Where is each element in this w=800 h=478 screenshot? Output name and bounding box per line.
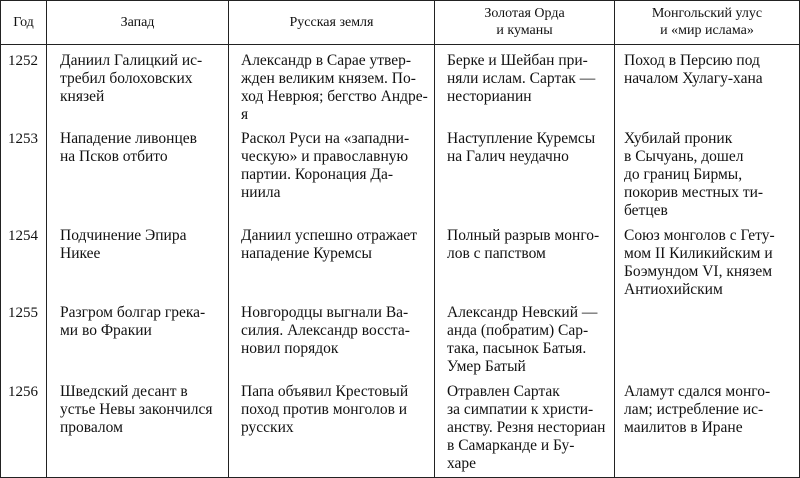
header-rule — [0, 44, 800, 45]
cell-rus: Даниил успешно отражает нападение Куремсы — [241, 227, 417, 262]
column-rule — [434, 0, 435, 478]
cell-rus: Раскол Руси на «западни- ческую» и православную партии. Коронация Да- ниила — [241, 130, 410, 201]
header-west: Запад — [120, 14, 155, 30]
cell-west: Разгром болгар грека- ми во Фракии — [60, 304, 206, 339]
row-year: 1254 — [8, 228, 38, 244]
header-year: Год — [13, 14, 34, 30]
column-rule — [614, 0, 615, 478]
cell-horde: Берке и Шейбан при- няли ислам. Сартак — несторианин — [447, 52, 596, 105]
cell-mongol: Хубилай проник в Сычуань, дошел до границ Бирмы, покорив местных ти- бетцев — [624, 130, 764, 219]
header-rus: Русская земля — [289, 14, 374, 30]
cell-mongol: Союз монголов с Гету- мом II Киликийским и Боэмундом VI, князем Антиохийским — [624, 227, 775, 298]
row-year: 1255 — [8, 305, 38, 321]
column-rule — [228, 0, 229, 478]
cell-mongol: Аламут сдался монго- лам; истребление ис- маилитов в Иране — [624, 383, 771, 436]
header-mongol: Монгольский улус и «мир ислама» — [651, 6, 763, 38]
cell-horde: Наступление Куремсы на Галич неудачно — [447, 130, 596, 165]
cell-horde: Полный разрыв монго- лов с папством — [447, 227, 600, 262]
cell-west: Нападение ливонцев на Псков отбито — [60, 130, 197, 165]
cell-rus: Александр в Сарае утвер- жден великим князем. По- ход Неврюя; бегство Андре- я — [241, 52, 428, 123]
column-rule — [46, 0, 47, 478]
header-horde: Золотая Орда и куманы — [484, 6, 565, 38]
cell-mongol: Поход в Персию под началом Хулагу-хана — [624, 52, 763, 87]
cell-rus: Новгородцы выгнали Ва- силия. Александр восста- новил порядок — [241, 304, 410, 357]
row-year: 1252 — [8, 53, 38, 69]
cell-rus: Папа объявил Крестовый поход против монголов и русских — [241, 383, 409, 436]
column-rule — [0, 0, 1, 478]
cell-west: Даниил Галицкий ис- требил болоховских князей — [60, 52, 203, 105]
row-year: 1256 — [8, 384, 38, 400]
cell-west: Подчинение Эпира Никее — [60, 227, 187, 262]
cell-horde: Отравлен Сартак за симпатии к христи- анству. Резня несториан в Самарканде и Бу- харе — [447, 383, 606, 472]
cell-west: Шведский десант в устье Невы закончился провалом — [60, 383, 213, 436]
row-year: 1253 — [8, 131, 38, 147]
cell-horde: Александр Невский — анда (побратим) Сар- така, пасынок Батыя. Умер Батый — [447, 304, 598, 375]
